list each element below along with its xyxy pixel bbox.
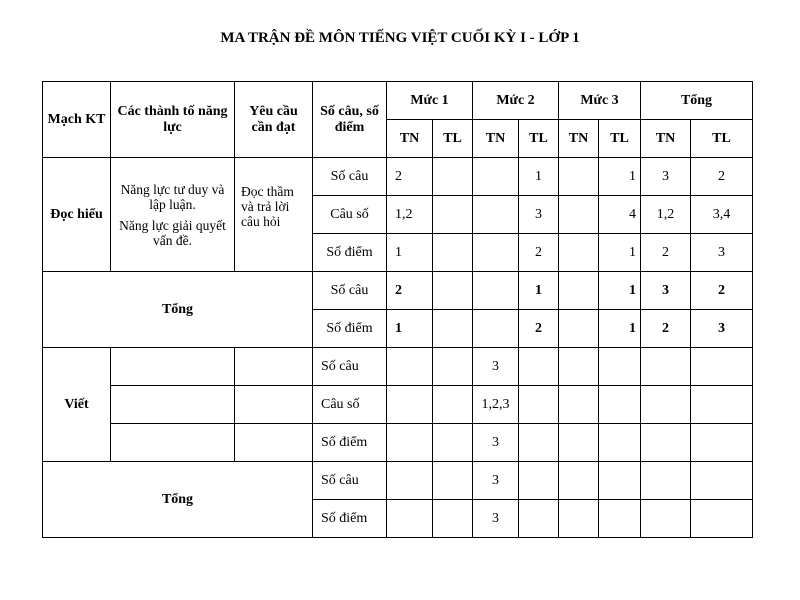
row-label: Số câu	[313, 462, 387, 500]
matrix-table	[42, 81, 753, 538]
cell-m1-tn: 1	[387, 310, 433, 348]
cell-m3-tl: 1	[599, 272, 641, 310]
cell-m1-tl	[433, 196, 473, 234]
cell-m3-tn	[559, 462, 599, 500]
cell-total-tn	[641, 386, 691, 424]
document-title: MA TRẬN ĐỀ MÔN TIẾNG VIỆT CUỐI KỲ I - LỚP 1	[220, 30, 580, 46]
empty-cell	[235, 386, 313, 424]
cell-m2-tl	[519, 462, 559, 500]
cell-m1-tn: 2	[387, 158, 433, 196]
cell-m1-tn	[387, 386, 433, 424]
cell-m2-tn	[473, 234, 519, 272]
cell-total-tl	[691, 500, 753, 538]
cell-total-tl	[691, 348, 753, 386]
cell-total-tn: 1,2	[641, 196, 691, 234]
empty-cell	[235, 348, 313, 386]
cell-total-tn	[641, 424, 691, 462]
cell-m3-tn	[559, 196, 599, 234]
cell-m2-tl: 3	[519, 196, 559, 234]
empty-cell	[111, 424, 235, 462]
cell-m3-tl	[599, 424, 641, 462]
row-label: Số điểm	[313, 310, 387, 348]
header-muc3: Mức 3	[559, 82, 641, 120]
cell-m2-tn: 3	[473, 462, 519, 500]
cell-total-tn: 2	[641, 310, 691, 348]
empty-cell	[235, 424, 313, 462]
table-row	[43, 424, 753, 462]
competency-2: Năng lực giải quyết vấn đề.	[119, 217, 226, 248]
cell-m3-tl	[599, 462, 641, 500]
cell-m2-tn	[473, 158, 519, 196]
header-tn: TN	[473, 120, 519, 158]
cell-m3-tl	[599, 348, 641, 386]
header-mach-kt: Mạch KT	[43, 82, 111, 158]
cell-m1-tn	[387, 424, 433, 462]
section-tong-1: Tổng	[43, 272, 313, 348]
header-tl: TL	[691, 120, 753, 158]
header-thanh-to: Các thành tố năng lực	[111, 82, 235, 158]
cell-m1-tl	[433, 272, 473, 310]
cell-total-tl: 3	[691, 234, 753, 272]
cell-m2-tl	[519, 348, 559, 386]
cell-m3-tl	[599, 500, 641, 538]
row-label: Câu số	[313, 196, 387, 234]
cell-m3-tn	[559, 234, 599, 272]
table-row	[43, 158, 753, 196]
cell-total-tn: 3	[641, 272, 691, 310]
header-row-1	[43, 82, 753, 120]
cell-total-tl: 2	[691, 158, 753, 196]
table-row	[43, 462, 753, 500]
row-label: Số câu	[313, 348, 387, 386]
cell-total-tn	[641, 348, 691, 386]
cell-total-tl	[691, 462, 753, 500]
cell-m3-tn	[559, 348, 599, 386]
requirement-cell: Đọc thầm và trả lời câu hỏi	[235, 158, 313, 272]
empty-cell	[111, 348, 235, 386]
cell-m1-tl	[433, 386, 473, 424]
row-label: Số điểm	[313, 424, 387, 462]
cell-m1-tl	[433, 424, 473, 462]
header-tn: TN	[387, 120, 433, 158]
row-label: Số câu	[313, 272, 387, 310]
cell-m1-tn	[387, 348, 433, 386]
cell-total-tn: 3	[641, 158, 691, 196]
cell-m1-tn	[387, 500, 433, 538]
cell-m3-tn	[559, 424, 599, 462]
cell-m3-tn	[559, 272, 599, 310]
table-row	[43, 272, 753, 310]
cell-m3-tl: 1	[599, 310, 641, 348]
cell-m1-tl	[433, 500, 473, 538]
row-label: Số điểm	[313, 234, 387, 272]
cell-m1-tn: 1	[387, 234, 433, 272]
cell-m2-tn: 3	[473, 500, 519, 538]
cell-m3-tl	[599, 386, 641, 424]
cell-m3-tn	[559, 310, 599, 348]
header-so-cau-diem: Số câu, số điểm	[313, 82, 387, 158]
cell-total-tl: 3	[691, 310, 753, 348]
cell-total-tl	[691, 424, 753, 462]
table-row	[43, 386, 753, 424]
header-tl: TL	[599, 120, 641, 158]
empty-cell	[111, 386, 235, 424]
cell-m2-tn	[473, 272, 519, 310]
cell-m3-tl: 4	[599, 196, 641, 234]
cell-m2-tn	[473, 196, 519, 234]
header-tn: TN	[559, 120, 599, 158]
cell-m2-tn: 3	[473, 424, 519, 462]
header-yeu-cau: Yêu cầu cần đạt	[235, 82, 313, 158]
cell-m1-tl	[433, 158, 473, 196]
competency-cell	[111, 158, 235, 272]
cell-m2-tl: 1	[519, 158, 559, 196]
header-tong: Tổng	[641, 82, 753, 120]
row-label: Số câu	[313, 158, 387, 196]
row-label: Câu số	[313, 386, 387, 424]
cell-m2-tl: 1	[519, 272, 559, 310]
cell-m3-tl: 1	[599, 234, 641, 272]
cell-m1-tn: 1,2	[387, 196, 433, 234]
cell-m2-tl	[519, 424, 559, 462]
competency-1: Năng lực tư duy và lập luận.	[120, 181, 225, 212]
cell-total-tn	[641, 500, 691, 538]
cell-m2-tn	[473, 310, 519, 348]
cell-m3-tn	[559, 158, 599, 196]
header-muc2: Mức 2	[473, 82, 559, 120]
row-label: Số điểm	[313, 500, 387, 538]
cell-m3-tl: 1	[599, 158, 641, 196]
cell-m2-tl	[519, 500, 559, 538]
section-viet: Viết	[43, 348, 111, 462]
cell-m1-tl	[433, 348, 473, 386]
cell-total-tl: 2	[691, 272, 753, 310]
section-tong-2: Tổng	[43, 462, 313, 538]
section-doc-hieu: Đọc hiểu	[43, 158, 111, 272]
cell-m2-tl: 2	[519, 310, 559, 348]
cell-m2-tl: 2	[519, 234, 559, 272]
cell-total-tn	[641, 462, 691, 500]
cell-total-tl: 3,4	[691, 196, 753, 234]
cell-m2-tn: 1,2,3	[473, 386, 519, 424]
cell-m1-tl	[433, 310, 473, 348]
table-row	[43, 348, 753, 386]
cell-m2-tl	[519, 386, 559, 424]
header-tl: TL	[519, 120, 559, 158]
cell-m3-tn	[559, 500, 599, 538]
cell-m1-tn	[387, 462, 433, 500]
cell-m3-tn	[559, 386, 599, 424]
cell-total-tl	[691, 386, 753, 424]
cell-m1-tn: 2	[387, 272, 433, 310]
cell-m1-tl	[433, 462, 473, 500]
header-tl: TL	[433, 120, 473, 158]
cell-total-tn: 2	[641, 234, 691, 272]
cell-m2-tn: 3	[473, 348, 519, 386]
header-tn: TN	[641, 120, 691, 158]
cell-m1-tl	[433, 234, 473, 272]
header-muc1: Mức 1	[387, 82, 473, 120]
